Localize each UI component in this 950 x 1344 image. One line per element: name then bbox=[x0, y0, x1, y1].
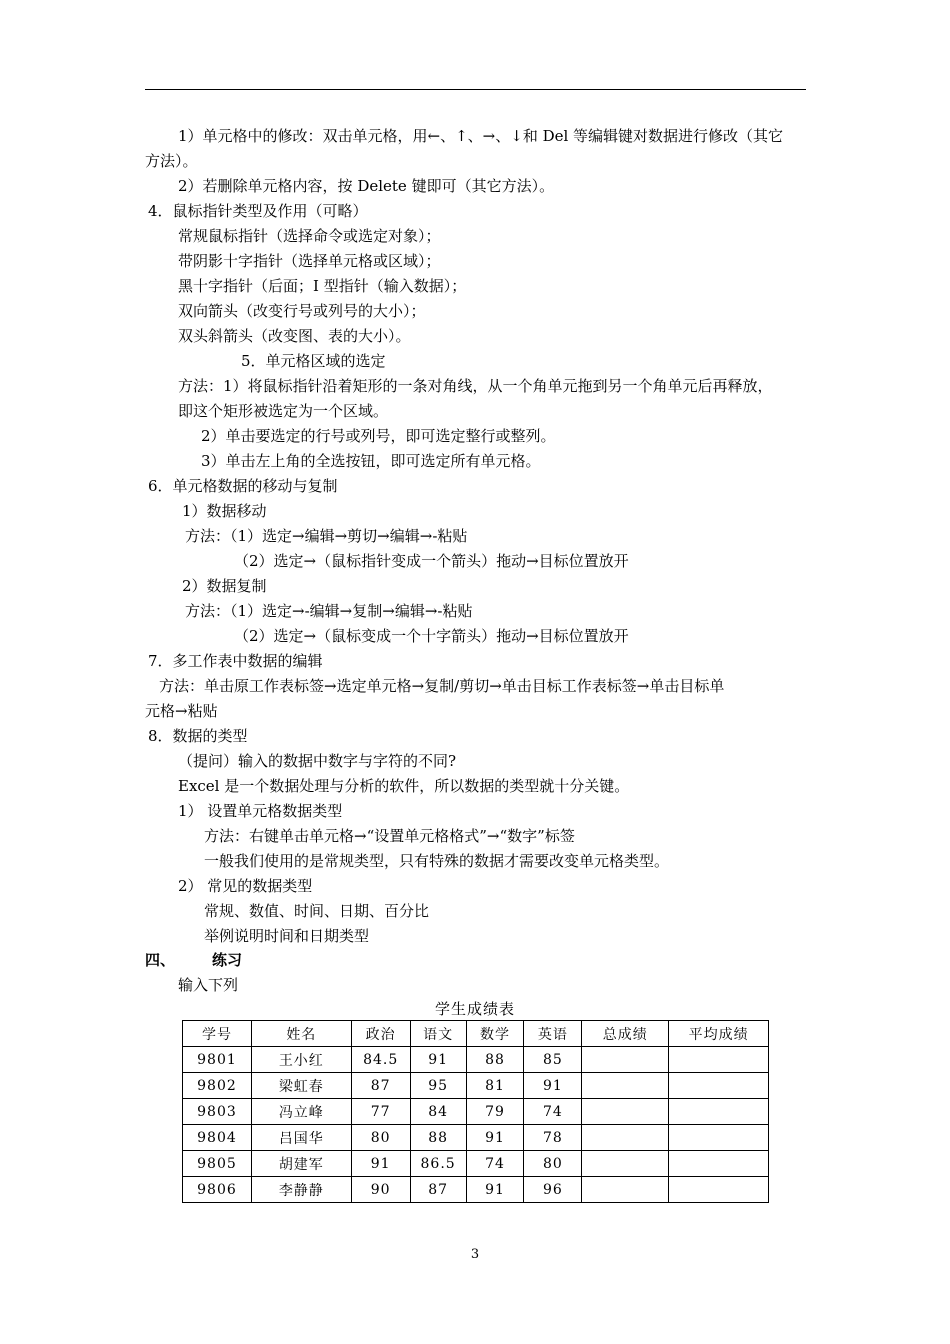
text-line: 方法：右键单击单元格→“设置单元格格式”→“数字”标签 bbox=[204, 827, 575, 845]
text-line: 常规、数值、时间、日期、百分比 bbox=[204, 902, 430, 920]
text-line: 3）单击左上角的全选按钮，即可选定所有单元格。 bbox=[201, 452, 541, 470]
table-cell: 李静静 bbox=[251, 1177, 351, 1203]
table-cell: 88 bbox=[466, 1047, 524, 1073]
table-row bbox=[183, 1047, 769, 1073]
table-cell: 91 bbox=[466, 1125, 524, 1151]
table-cell bbox=[582, 1151, 669, 1177]
text-line: 常规鼠标指针（选择命令或选定对象）； bbox=[178, 227, 441, 245]
text-line: 双头斜箭头（改变图、表的大小）。 bbox=[178, 327, 411, 345]
header-cell: 数学 bbox=[466, 1021, 524, 1047]
table-cell bbox=[582, 1125, 669, 1151]
table-cell: 87 bbox=[351, 1073, 410, 1099]
text-line: （提问）输入的数据中数字与字符的不同? bbox=[178, 752, 457, 770]
text-line: 2）单击要选定的行号或列号，即可选定整行或整列。 bbox=[201, 427, 556, 445]
header-cell: 总成绩 bbox=[582, 1021, 669, 1047]
text-line: 方法：（1）选定→-编辑→复制→编辑→-粘贴 bbox=[185, 602, 473, 620]
section-heading: 练习 bbox=[212, 951, 243, 969]
text-line: 2）数据复制 bbox=[182, 577, 267, 595]
text-line: 举例说明时间和日期类型 bbox=[204, 927, 370, 945]
table-cell: 77 bbox=[351, 1099, 410, 1125]
table-cell bbox=[669, 1125, 769, 1151]
text-line: 双向箭头（改变行号或列号的大小）； bbox=[178, 302, 426, 320]
header-cell: 政治 bbox=[351, 1021, 410, 1047]
header-cell: 姓名 bbox=[251, 1021, 351, 1047]
table-cell: 88 bbox=[410, 1125, 466, 1151]
table-cell bbox=[582, 1099, 669, 1125]
text-line: 1）数据移动 bbox=[182, 502, 267, 520]
table-cell bbox=[582, 1073, 669, 1099]
table-cell: 吕国华 bbox=[251, 1125, 351, 1151]
header-cell: 英语 bbox=[524, 1021, 582, 1047]
text-line: 元格→粘贴 bbox=[145, 702, 218, 720]
table-cell: 79 bbox=[466, 1099, 524, 1125]
table-cell: 91 bbox=[410, 1047, 466, 1073]
table-cell: 9805 bbox=[183, 1151, 252, 1177]
table-cell: 王小红 bbox=[251, 1047, 351, 1073]
page-number: 3 bbox=[470, 1247, 480, 1262]
table-cell: 9804 bbox=[183, 1125, 252, 1151]
section-heading: 4．鼠标指针类型及作用（可略） bbox=[148, 202, 368, 220]
table-header-row bbox=[183, 1021, 769, 1047]
text-line: Excel 是一个数据处理与分析的软件，所以数据的类型就十分关键。 bbox=[178, 777, 630, 795]
table-row bbox=[183, 1151, 769, 1177]
section-number: 四、 bbox=[145, 951, 176, 969]
table-cell bbox=[669, 1099, 769, 1125]
text-line: （2）选定→（鼠标变成一个十字箭头）拖动→目标位置放开 bbox=[234, 627, 629, 645]
table-cell: 95 bbox=[410, 1073, 466, 1099]
table-cell bbox=[669, 1047, 769, 1073]
table-row bbox=[183, 1073, 769, 1099]
table-cell bbox=[669, 1177, 769, 1203]
text-line: 一般我们使用的是常规类型，只有特殊的数据才需要改变单元格类型。 bbox=[204, 852, 670, 870]
header-rule bbox=[145, 89, 806, 90]
table-cell: 87 bbox=[410, 1177, 466, 1203]
text-line: （2）选定→（鼠标指针变成一个箭头）拖动→目标位置放开 bbox=[234, 552, 629, 570]
text-line: 带阴影十字指针（选择单元格或区域）； bbox=[178, 252, 441, 270]
text-line: 方法）。 bbox=[145, 152, 198, 170]
grades-table bbox=[182, 1020, 769, 1203]
header-cell: 学号 bbox=[183, 1021, 252, 1047]
table-cell: 冯立峰 bbox=[251, 1099, 351, 1125]
section-heading: 5．单元格区域的选定 bbox=[241, 352, 386, 370]
table-row bbox=[183, 1177, 769, 1203]
section-heading: 7．多工作表中数据的编辑 bbox=[148, 652, 323, 670]
table-cell: 74 bbox=[466, 1151, 524, 1177]
table-cell: 78 bbox=[524, 1125, 582, 1151]
header-cell: 平均成绩 bbox=[669, 1021, 769, 1047]
section-heading: 6．单元格数据的移动与复制 bbox=[148, 477, 338, 495]
table-cell: 9801 bbox=[183, 1047, 252, 1073]
text-line: 黑十字指针（后面；I 型指针（输入数据）； bbox=[178, 277, 467, 295]
text-line: 1）单元格中的修改：双击单元格，用←、↑、→、↓和 Del 等编辑键对数据进行修改（其它 bbox=[178, 127, 784, 145]
text-line: 输入下列 bbox=[178, 976, 239, 994]
table-cell: 91 bbox=[466, 1177, 524, 1203]
table-cell: 84 bbox=[410, 1099, 466, 1125]
table-row bbox=[183, 1099, 769, 1125]
text-line: 方法：单击原工作表标签→选定单元格→复制/剪切→单击目标工作表标签→单击目标单 bbox=[159, 677, 725, 695]
table-cell: 74 bbox=[524, 1099, 582, 1125]
table-cell: 91 bbox=[524, 1073, 582, 1099]
table-row bbox=[183, 1125, 769, 1151]
table-cell bbox=[669, 1151, 769, 1177]
table-cell: 91 bbox=[351, 1151, 410, 1177]
text-line: 方法：（1）选定→编辑→剪切→编辑→-粘贴 bbox=[185, 527, 468, 545]
table-cell: 9806 bbox=[183, 1177, 252, 1203]
table-cell bbox=[669, 1073, 769, 1099]
table-cell: 96 bbox=[524, 1177, 582, 1203]
section-heading: 8．数据的类型 bbox=[148, 727, 248, 745]
table-cell: 9803 bbox=[183, 1099, 252, 1125]
table-cell: 80 bbox=[524, 1151, 582, 1177]
table-cell: 80 bbox=[351, 1125, 410, 1151]
table-cell: 84.5 bbox=[351, 1047, 410, 1073]
text-line: 1） 设置单元格数据类型 bbox=[178, 802, 343, 820]
table-cell: 81 bbox=[466, 1073, 524, 1099]
table-caption: 学生成绩表 bbox=[434, 1000, 515, 1018]
text-line: 即这个矩形被选定为一个区域。 bbox=[178, 402, 389, 420]
table-cell: 9802 bbox=[183, 1073, 252, 1099]
text-line: 方法：1）将鼠标指针沿着矩形的一条对角线，从一个角单元拖到另一个角单元后再释放， bbox=[178, 377, 773, 395]
header-cell: 语文 bbox=[410, 1021, 466, 1047]
table-cell bbox=[582, 1047, 669, 1073]
table-cell: 胡建军 bbox=[251, 1151, 351, 1177]
table-cell: 86.5 bbox=[410, 1151, 466, 1177]
table-cell: 梁虹春 bbox=[251, 1073, 351, 1099]
text-line: 2） 常见的数据类型 bbox=[178, 877, 313, 895]
table-cell: 90 bbox=[351, 1177, 410, 1203]
table-cell bbox=[582, 1177, 669, 1203]
text-line: 2）若删除单元格内容，按 Delete 键即可（其它方法）。 bbox=[178, 177, 555, 195]
table-cell: 85 bbox=[524, 1047, 582, 1073]
